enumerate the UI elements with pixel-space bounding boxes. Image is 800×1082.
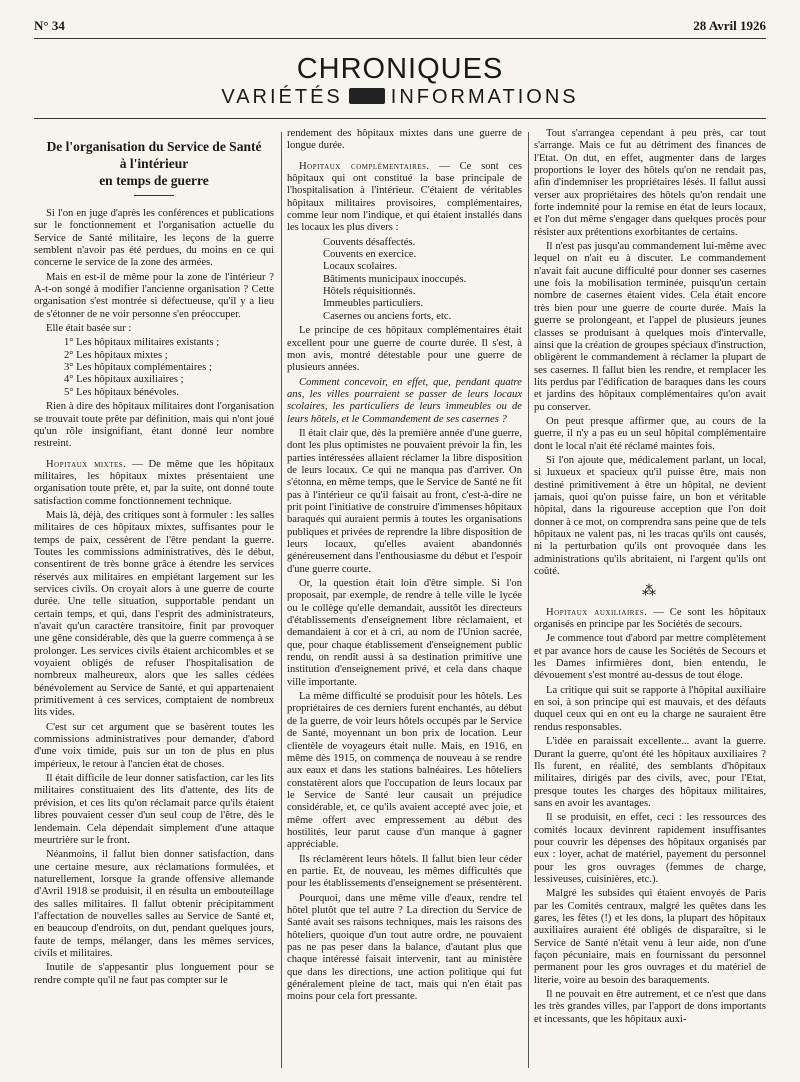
list-item: 1° Les hôpitaux militaires existants ; — [64, 337, 220, 349]
paragraph: Malgré les subsides qui étaient envoyés de Paris par les Comités centraux, malgré les quêtes dans les gares, les fêtes (!) et les dons, la plupart des hôpitaux auxiliaires auraient été obligés de disparaître, si le Service de Santé n'était venu à leur aide, non d'une façon pécuniaire, mais en fournissant du personnel permanent pour les gros ouvrages et du matériel de literie, voire au besoin des baraquements. — [534, 888, 766, 986]
paragraph: L'idée en paraissait excellente... avant la guerre. Durant la guerre, qu'ont été les hôpitaux auxiliaires ? Ils furent, en réalité, des semblants d'hôpitaux militaires, dirigés par des civils, avec, pour l'Etat, presque toutes les charges des hôpitaux militaires, sans en avoir les avantages. — [534, 736, 766, 809]
section-heading: Hopitaux auxiliaires. — [546, 606, 648, 618]
paragraph: Néanmoins, il fallut bien donner satisfaction, dans une certaine mesure, aux réclamations formulées, et naturellement, lorsque la grande offensive allemande d'Avril 1918 se produisit, il en résulta un embouteillage des salles militaires. Il fallut obtenir précipitamment l'affectation de nouvelles salles au Service de Santé et, en beaucoup d'endroits, on dut, pendant quelques jours, faute de temps, mélanger, dans les mêmes services, civils et militaires. — [34, 849, 274, 959]
paragraph: Tout s'arrangea cependant à peu près, car tout s'arrange. Mais ce fut au détriment des finances de l'Etat. On dut, en effet, augmenter dans de larges proportions le loyer des hôtels qu'on ne rendait pas, afin d'indemniser les propriétaires lésés. Il fallut aussi verser aux propriétaires des hôtels qu'on rendait une forte indemnité pour la remise en état de leurs locaux, et l'on dut même s'engager dans quelques procès pour résister aux prétentions exorbitantes de certains. — [534, 128, 766, 238]
section-heading: Hopitaux mixtes. — [46, 458, 127, 470]
paragraph: Il se produisit, en effet, ceci : les ressources des comités locaux devinrent rapidement insuffisantes pour couvrir les dépenses des hôpitaux organisés par eux : loyer, achat de matériel, payement du personnel pour les gros ouvrages (femmes de charge, lessiveuses, cuisinières, etc.). — [534, 812, 766, 885]
section-auxiliaires: Hopitaux auxiliaires. — Ce sont les hôpitaux organisés en principe par les Sociétés de secours. — [534, 606, 766, 631]
masthead-ornament — [349, 88, 385, 104]
paragraph: Mais là, déjà, des critiques sont à formuler : les salles militaires de ces hôpitaux mixtes, suffisantes pour le temps de paix, cessèrent de l'être pendant la guerre. Toutes les commissions administratives, dès le début, consentirent de très bonne grâce à étendre les services réservés aux militaires en empiétant largement sur les services civils. On croyait alors à une guerre de courte durée. Une telle situation, supportable pendant un certain temps, et qui, dans l'esprit des administrateurs, n'avait qu'un caractère transitoire, finit par provoquer une gêne considérable, dès que la guerre commença à se prolonger. Les services civils étaient archicombles et se voyaient obligés de refuser l'hospitalisation de nombreux malheureux, alors que les salles cédées bénévolement au Service de Santé, et qui appartenaient primitivement à ces services, comptaient de nombreux lits vides. — [34, 509, 274, 719]
locaux-list — [323, 237, 522, 323]
section-heading: Hopitaux complémentaires. — [299, 160, 430, 172]
paragraph: Elle était basée sur : — [46, 323, 132, 335]
masthead-rule — [34, 118, 766, 119]
paragraph: La critique qui suit se rapporte à l'hôpital auxiliaire en soi, à son principe qui est mauvais, et des défauts duquel ceux qui en ont eu la charge ne sauraient être rendus responsables. — [534, 684, 766, 733]
list-item: 5° Les hôpitaux bénévoles. — [64, 386, 179, 398]
list-item: Locaux scolaires. — [323, 261, 398, 273]
paragraph: Inutile de s'appesantir plus longuement pour se rendre compte qu'il ne faut pas compter sur le — [34, 962, 274, 986]
column-1 — [34, 128, 274, 1068]
paragraph: Si l'on en juge d'après les conférences et publications sur le fonctionnement et l'organisation actuelle du Service de Santé militaire, les leçons de la guerre semblent n'avoir pas été perdues, du moins en ce qui concerne le service de la zone des armées. — [34, 208, 274, 269]
paragraph: Ils réclamèrent leurs hôtels. Il fallut bien leur céder en partie. Et, de nouveau, les mêmes difficultés que pour les établissements d'enseignement se présentèrent. — [287, 853, 522, 890]
paragraph: Rien à dire des hôpitaux militaires dont l'organisation se trouvait toute prête par définition, mais qui n'ont joué qu'un rôle insignifiant, étant donné leur nombre restreint. — [34, 401, 274, 450]
column-divider-1 — [281, 132, 282, 1068]
paragraph: Le principe de ces hôpitaux complémentaires était excellent pour une guerre de courte durée. Il s'est, à mon avis, montré détestable pour une guerre de plusieurs années. — [287, 325, 522, 374]
paragraph: Je commence tout d'abord par mettre complètement et par avance hors de cause les Sociétés de Secours et les Dames infirmières dont, bien entendu, le dévouement s'est montré au-dessus de tout éloge. — [534, 633, 766, 682]
masthead-informations: INFORMATIONS — [390, 86, 579, 108]
paragraph: Il ne pouvait en être autrement, et ce n'est que dans les très grandes villes, par l'apport de dons importants et incessants, que les hôpitaux auxi- — [534, 989, 766, 1025]
paragraph: C'est sur cet argument que se basèrent toutes les commissions administratives pour demander, d'abord d'une voix timide, puis sur un ton de plus en plus impérieux, le retour à l'ancien état de choses. — [34, 721, 274, 770]
list-item: 4° Les hôpitaux auxiliaires ; — [64, 374, 184, 386]
paragraph: Comment concevoir, en effet, que, pendant quatre ans, les villes pourraient se passer de leurs locaux scolaires, les particuliers de leurs immeubles ou de leurs hôtels, et le Commandement de ses casernes ? — [287, 376, 522, 425]
section-mixtes: Hopitaux mixtes. — De même que les hôpitaux militaires, les hôpitaux mixtes présentaient une organisation toute prête, et, par la suite, ont donné toute satisfaction comme fonctionnement technique. — [34, 458, 274, 507]
running-header — [34, 18, 766, 32]
title-rule — [134, 195, 174, 196]
list-item: 2° Les hôpitaux mixtes ; — [64, 349, 168, 361]
paragraph: On peut presque affirmer que, au cours de la guerre, il n'y a pas eu un seul hôpital complémentaire dont le local n'ait été réclamé maintes fois. — [534, 415, 766, 452]
paragraph: rendement des hôpitaux mixtes dans une guerre de longue durée. — [287, 128, 522, 152]
paragraph: Pourquoi, dans une même ville d'eaux, rendre tel hôtel plutôt que tel autre ? La direction du Service de Santé avait ses raisons techniques, mais les raisons des hôteliers, quoique d'un tout autre ordre, ne pouvaient pas ne pas peser dans la balance, d'autant plus que chaque intéressé faisait intervenir, tant au ministère que dans les directions, une action politique qui fut généralement pleine de tact, mais qui n'en était pas moins pour cela fort pressante. — [287, 892, 522, 1003]
paragraph: La même difficulté se produisit pour les hôtels. Les propriétaires de ces derniers furent enchantés, au début de la guerre, de voir leurs hôtels occupés par le Service de Santé, moyennant un bon prix de location. Leur clientèle de voyageurs était nulle. Mais, en 1916, en même dès 1915, on commença de nouveau à se rendre aux eaux et dans les stations balnéaires. Les hôteliers constatèrent alors que l'occupation de leurs locaux par le Service de Santé leur causait un préjudice considérable, et, ce qu'ils avaient accepté avec joie, et même offert avec empressement au début des hostilités, leur parut cause d'un manque à gagner appréciable. — [287, 691, 522, 851]
paragraph: Or, la question était loin d'être simple. Si l'on proposait, par exemple, de rendre à telle ville le lycée ou le collège qu'elle demandait, aussitôt les directeurs d'établissements d'enseignement libre réclamaient, et demandaient à cor et à cri, au nom de l'Union sacrée, que, pour chaque établissement d'enseignement public rendu, on rendît aussi à sa destination primitive une institution d'enseignement privé, et cela dans chaque ville importante. — [287, 578, 522, 688]
paragraph: Il n'est pas jusqu'au commandement lui-même avec lequel on n'ait eu à discuter. Le commandement n'avait fait aucune difficulté pour donner ses casernes une fois la mobilisation terminée, puisqu'un certain nombre de casernes étaient vides. Cela était encore très bien pour une guerre de courte durée. Mais la guerre se prolongeant, et l'appel de plusieurs jeunes classes se produisant à quelques mois d'intervalle, ainsi que la création de groupes spéciaux d'instruction, obligèrent le commandement à réclamer la plupart de ses casernes. Il fallut bien les rendre, et remplacer les lits perdus par l'édification de baraques dans les cours et jardins des hôpitaux complémentaires qu'on avait pu conserver. — [534, 241, 766, 413]
list-item: Bâtiments municipaux inoccupés. — [323, 273, 467, 285]
masthead-varietes: VARIÉTÉS — [221, 86, 343, 108]
paragraph: Mais en est-il de même pour la zone de l'intérieur ? A-t-on songé à modifier l'ancienne organisation ? Cette organisation s'est montrée si défectueuse, qu'il y a lieu de s'étonner de ne voir personne s'en préoccuper. — [34, 271, 274, 320]
section-asterism: ⁂ — [642, 584, 658, 600]
list-item: Couvents en exercice. — [323, 249, 417, 261]
list-item: Hôtels réquisitionnés. — [323, 286, 416, 298]
list-item: Immeubles particuliers. — [323, 298, 424, 310]
issue-number: N° 34 — [34, 18, 65, 33]
masthead-title: CHRONIQUES — [296, 53, 504, 85]
paragraph: Il était clair que, dès la première année d'une guerre, dont les plus optimistes ne pouvaient prévoir la fin, les parties intéressées allaient réclamer la libre disposition de leurs locaux. Ce qui ne manqua pas d'arriver. On s'étonna, en même temps, que le Service de Santé ne fit pas à l'intérieur ce qu'il faisait au front, c'est-à-dire ne prit point l'initiative de construire d'immenses hôpitaux baraqués qui auraient permis à toutes les organisations publiques et privées de reprendre la libre disposition de leurs locaux, qu'elles avaient abandonnés généreusement dans l'enthousiasme du début et l'espoir d'une guerre courte. — [287, 427, 522, 575]
list-item: 3° Les hôpitaux complémentaires ; — [64, 362, 212, 374]
masthead-subtitle — [0, 84, 800, 110]
column-3 — [534, 128, 766, 1068]
masthead — [0, 54, 800, 110]
list-item: Couvents désaffectés. — [323, 236, 416, 248]
hospital-type-list — [64, 337, 274, 399]
paragraph: Il était difficile de leur donner satisfaction, car les lits militaires constituaient des lits d'attente, des lits de prévision, et ces lits qu'on réclamait parce qu'ils étaient libres pouvaient cesser d'un seul coup de l'être, dès le lendemain. Cela dépendait simplement d'une attaque meurtrière sur le front. — [34, 773, 274, 846]
issue-date: 28 Avril 1926 — [693, 18, 766, 33]
article-title: De l'organisation du Service de Santé à l'intérieur en temps de guerre — [46, 139, 262, 188]
list-item: Casernes ou anciens forts, etc. — [323, 310, 452, 322]
paragraph: Si l'on ajoute que, médicalement parlant, un local, si luxueux et spacieux qu'il puisse être, mais non destiné primitivement à être un hôpital, ne devient jamais, quoi qu'on puisse faire, un bon et véritable hôpital, dans la rigoureuse acception que l'on doit donner à ce mot, on comprendra sans peine que de tels hôpitaux ne valent pas, ni les tracas qu'ils ont causés, ni la perturbation qu'ils ont provoquée dans les administrations qu'ils abritaient, ni l'argent qu'ils ont coûté. — [534, 454, 766, 578]
column-2 — [287, 128, 522, 1068]
section-complementaires: Hopitaux complémentaires. — Ce sont ces hôpitaux qui ont constitué la base principale de l'hospitalisation à l'intérieur. C'étaient de véritables hôpitaux militaires provisoires, complémentaires, comme leur nom l'indique, et qui étaient installés dans les locaux les plus divers : — [287, 160, 522, 234]
header-rule — [34, 38, 766, 39]
column-divider-2 — [528, 132, 529, 1068]
